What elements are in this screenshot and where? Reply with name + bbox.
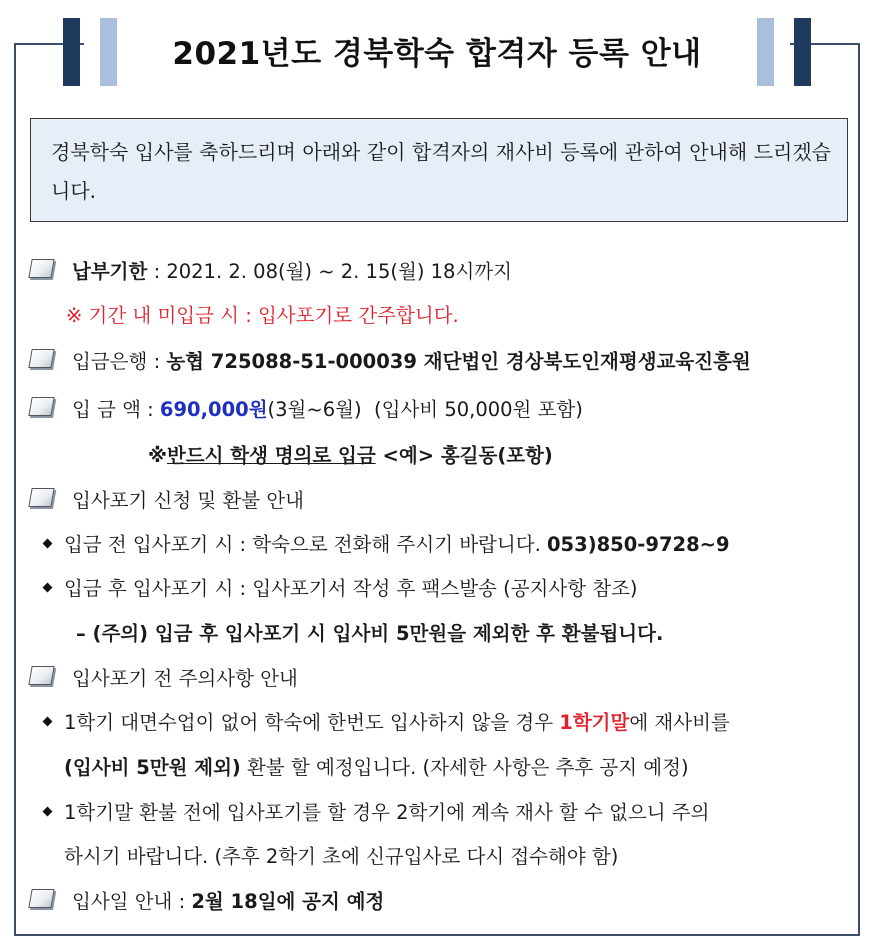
amount-notice-prefix: ※	[148, 444, 167, 467]
bank-account: 농협 725088-51-000039 재단법인 경상북도인재평생교육진흥원	[166, 350, 751, 373]
checkbox-icon	[28, 889, 54, 908]
move-in-line	[72, 886, 384, 914]
checkbox-icon	[28, 349, 54, 368]
amount-notice-text: 반드시 학생 명의로 입금	[166, 444, 376, 467]
bank-label: 입금은행	[72, 350, 148, 373]
intro-box: 경북학숙 입사를 축하드리며 아래와 같이 합격자의 재사비 등록에 관하여 안내해 드리겠습니다.	[30, 118, 848, 222]
amount-line	[72, 394, 583, 422]
amount-note: (입사비 50,000원 포함)	[374, 398, 583, 421]
caution-item-1-pre: 1학기 대면수업이 없어 학숙에 한번도 입사하지 않을 경우	[64, 711, 554, 734]
refund-item-2-note: – (주의) 입금 후 입사포기 시 입사비 5만원을 제외한 후 환불됩니다.	[76, 622, 664, 645]
deadline-line	[72, 256, 512, 284]
deadline-warning: ※ 기간 내 미입금 시 : 입사포기로 간주합니다.	[66, 304, 459, 327]
refund-item-1	[64, 529, 730, 557]
amount-example: <예> 홍길동(포항)	[382, 444, 553, 467]
refund-title: 입사포기 신청 및 환불 안내	[72, 489, 305, 512]
refund-item-2: 입금 후 입사포기 시 : 입사포기서 작성 후 팩스발송 (공지사항 참조)	[64, 577, 638, 600]
move-in-label: 입사일 안내 :	[72, 890, 186, 913]
caution-item-2-line-1: 1학기말 환불 전에 입사포기를 할 경우 2학기에 계속 재사 할 수 없으니 주의	[64, 801, 710, 824]
checkbox-icon	[28, 488, 54, 507]
title-bar-right-light	[757, 18, 774, 86]
title-bar-right-dark	[794, 18, 811, 86]
deadline-value: : 2021. 2. 08(월) ~ 2. 15(월) 18시까지	[153, 260, 512, 283]
caution-item-1-post: 에 재사비를	[629, 711, 730, 734]
caution-item-2-line-2: 하시기 바랍니다. (추후 2학기 초에 신규입사로 다시 접수해야 함)	[64, 845, 619, 868]
move-in-value: 2월 18일에 공지 예정	[191, 890, 385, 913]
caution-item-1-bold: (입사비 5만원 제외)	[64, 756, 241, 779]
amount-value: 690,000원	[159, 398, 268, 421]
deadline-label: 납부기한	[72, 260, 148, 283]
caution-item-1-line-2	[64, 752, 689, 780]
checkbox-icon	[28, 259, 54, 278]
bank-line	[72, 346, 751, 374]
refund-phone: 053)850-9728~9	[546, 533, 730, 556]
amount-period: (3월~6월)	[267, 398, 362, 421]
caution-item-1-line-1	[64, 707, 730, 735]
amount-notice	[148, 440, 553, 468]
title-bar-left-light	[100, 18, 117, 86]
amount-label: 입 금 액 :	[72, 398, 154, 421]
refund-item-1-text: 입금 전 입사포기 시 : 학숙으로 전화해 주시기 바랍니다.	[64, 533, 541, 556]
bank-colon: :	[153, 350, 161, 373]
page-title: 2021년도 경북학숙 합격자 등록 안내	[172, 36, 702, 72]
title-bar-left-dark	[63, 18, 80, 86]
caution-title: 입사포기 전 주의사항 안내	[72, 667, 298, 690]
checkbox-icon	[28, 397, 54, 416]
caution-item-1-red: 1학기말	[559, 711, 630, 734]
checkbox-icon	[28, 666, 54, 685]
caution-item-1-rest: 환불 할 예정입니다. (자세한 사항은 추후 공지 예정)	[247, 756, 689, 779]
